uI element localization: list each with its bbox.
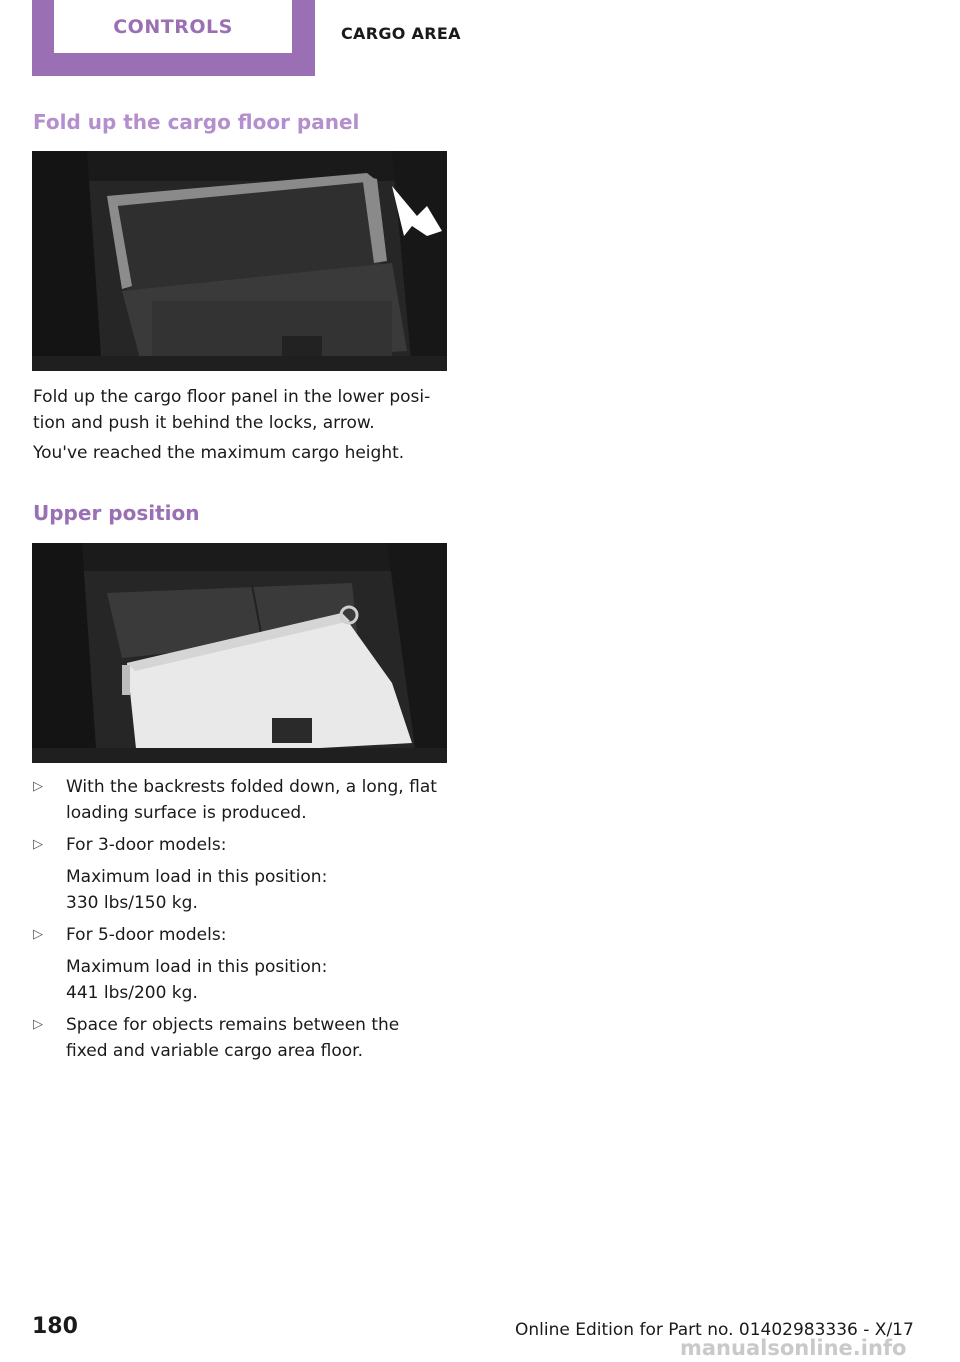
fold-paragraph-1 [33,384,453,436]
page-number: 180 [32,1314,78,1339]
list-item-line-2: fixed and variable cargo area floor. [66,1041,363,1061]
fold-paragraph-1-line-1: Fold up the cargo floor panel in the lower posi- [33,387,431,407]
list-item-line-1: For 3-door models: [66,835,227,855]
fold-paragraph-2: You've reached the maximum cargo height. [33,443,405,463]
list-item [33,774,453,826]
list-item [33,832,453,916]
section-label: CARGO AREA [341,24,461,43]
cargo-photo-upper [32,543,447,763]
bullet-icon: ▷ [33,927,43,942]
list-item-sub-1: Maximum load in this position: [66,867,328,887]
chapter-tab-inner [54,0,292,53]
edition-note: Online Edition for Part no. 01402983336 - X/17 [515,1320,914,1340]
bullet-icon: ▷ [33,779,43,794]
watermark: manualsonline.info [680,1336,907,1360]
chapter-label: CONTROLS [113,15,233,38]
cargo-photo-folded [32,151,447,371]
list-item-line-1: For 5-door models: [66,925,227,945]
chapter-tab [32,0,315,76]
bullet-icon: ▷ [33,837,43,852]
list-item-line-2: loading surface is produced. [66,803,307,823]
list-item-sub-2: 330 lbs/150 kg. [66,893,198,913]
upper-position-heading: Upper position [33,501,200,525]
list-item-sub-2: 441 lbs/200 kg. [66,983,198,1003]
list-item-sub-1: Maximum load in this position: [66,957,328,977]
list-item [33,1012,453,1064]
list-item-line-1: With the backrests folded down, a long, flat [66,777,437,797]
fold-paragraph-1-line-2: tion and push it behind the locks, arrow. [33,413,375,433]
upper-position-list [33,774,453,1064]
fold-heading: Fold up the cargo floor panel [33,110,360,134]
list-item [33,922,453,1006]
bullet-icon: ▷ [33,1017,43,1032]
list-item-line-1: Space for objects remains between the [66,1015,400,1035]
